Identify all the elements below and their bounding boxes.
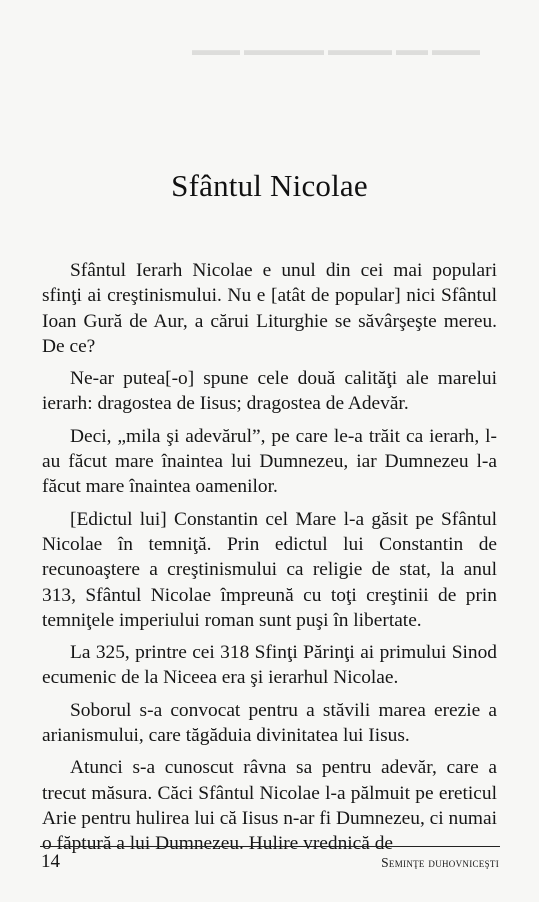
- footer-divider: [40, 846, 500, 847]
- paragraph: Atunci s-a cunoscut râvna sa pentru adevăr, care a trecut măsura. Căci Sfântul Nicolae l-a pălmuit pe ereticul Arie pentru hulirea lui că Iisus n-ar fi Dumnezeu, ci numai o făptură a lui Dumnezeu. Hulire vrednică de: [42, 757, 497, 855]
- paragraph: [Edictul lui] Constantin cel Mare l-a găsit pe Sfântul Nicolae în temniţă. Prin edictul lui Constantin de recunoaştere a creştinismului ca religie de stat, la anul 313, Sfântul Nicolae împreună cu toţi creştinii de prin temniţele imperiului roman sunt puşi în libertate.: [42, 508, 497, 631]
- paragraph: Sfântul Ierarh Nicolae e unul din cei mai populari sfinţi ai creştinismului. Nu e [atât de popular] nici Sfântul Ioan Gură de Aur, a cărui Liturghie se săvârşeşte mereu. De ce?: [42, 260, 497, 357]
- paragraph: Ne-ar putea[-o] spune cele două calităţi ale marelui ierarh: dragostea de Iisus; dragostea de Adevăr.: [42, 368, 497, 415]
- paragraph: Soborul s-a convocat pentru a stăvili marea erezie a arianismului, care tăgăduia divinitatea lui Iisus.: [42, 699, 497, 747]
- paragraph: La 325, printre cei 318 Sfinţi Părinţi ai primului Sinod ecumenic de la Niceea era şi ierarhul Nicolae.: [42, 642, 497, 689]
- running-footer-title: Seminţe duhovniceşti: [381, 855, 499, 870]
- page-number: 14: [41, 851, 60, 872]
- chapter-title: Sfântul Nicolae: [171, 168, 368, 203]
- body-text: [42, 258, 497, 864]
- bleed-through-decoration: ​▬▬▬ ▬▬ ▬▬▬▬ ▬▬▬▬▬ ▬▬▬: [192, 42, 480, 59]
- paragraph: Deci, „mila şi adevărul”, pe care le-a trăit ca ierarh, l-au făcut mare înaintea lui Dumnezeu, iar Dumnezeu l-a făcut mare înaintea oamenilor.: [42, 425, 497, 498]
